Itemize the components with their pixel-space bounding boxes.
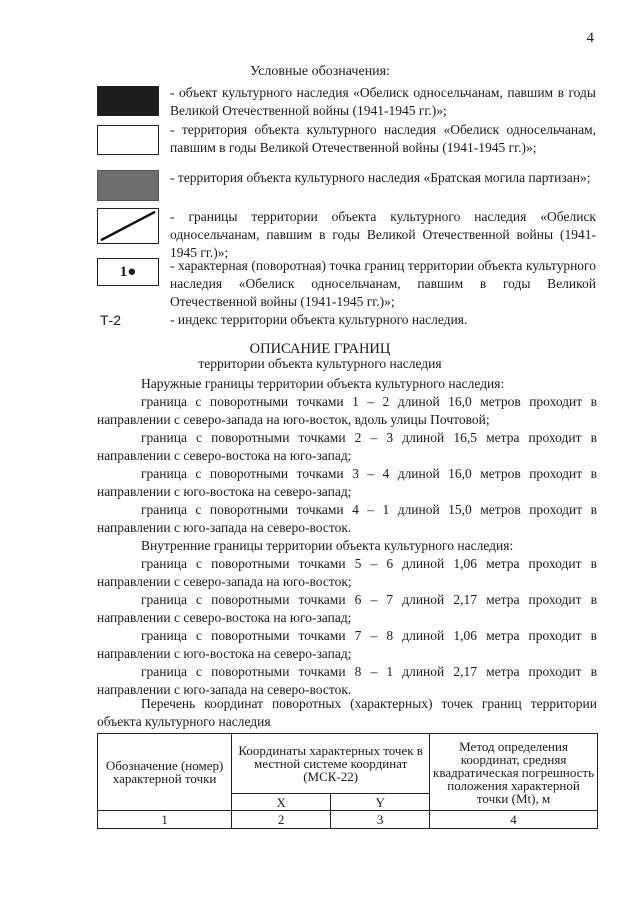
table-intro: Перечень координат поворотных (характерных) точек границ территории объекта культурного наследия [97, 696, 597, 729]
inner-boundary-8-1: граница с поворотными точками 8 – 1 длиной 2,17 метра проходит в направлении с юго-запада на северо-восток. [97, 664, 597, 697]
description-heading: ОПИСАНИЕ ГРАНИЦ [249, 341, 391, 357]
legend-title: Условные обозначения: [249, 64, 391, 79]
inner-boundaries-title: Внутренние границы территории объекта культурного наследия: [141, 538, 514, 553]
boundary-line-icon [98, 209, 158, 243]
description-subheading: территории объекта культурного наследия [198, 356, 442, 371]
legend-symbol-mass-grave-territory [97, 170, 159, 201]
outer-boundary-4-1: граница с поворотными точками 4 – 1 длиной 15,0 метров проходит в направлении с юго-запада на северо-восток. [97, 502, 597, 535]
boundary-description [97, 375, 597, 699]
header-point-number: Обозначение (номер) характерной точки [98, 734, 232, 811]
coordinates-table [97, 733, 598, 829]
outer-boundaries-title: Наружные границы территории объекта культурного наследия: [141, 376, 505, 391]
inner-boundary-7-8: граница с поворотными точками 7 – 8 длиной 1,06 метра проходит в направлении с юго-востока на северо-запад; [97, 628, 597, 661]
legend-symbol-boundary [97, 208, 159, 244]
legend-symbol-territory [97, 125, 159, 155]
header-x: X [232, 794, 331, 811]
legend-item-mass-grave: - территория объекта культурного наследия «Братская могила партизан»; [170, 170, 591, 185]
legend-symbol-monument [97, 86, 159, 116]
column-number-1: 1 [98, 811, 232, 829]
inner-boundary-5-6: граница с поворотными точками 5 – 6 длиной 1,06 метра проходит в направлении с северо-запада на юго-восток; [97, 556, 597, 589]
inner-boundary-6-7: граница с поворотными точками 6 – 7 длиной 2,17 метра проходит в направлении с северо-востока на юго-запад; [97, 592, 597, 625]
legend-item-monument: - объект культурного наследия «Обелиск односельчанам, павшим в годы Великой Отечественной войны (1941-1945 гг.)»; [170, 85, 596, 118]
outer-boundary-2-3: граница с поворотными точками 2 – 3 длиной 16,5 метра проходит в направлении с северо-востока на юго-запад; [97, 430, 597, 463]
column-number-3: 3 [331, 811, 430, 829]
header-coordinates: Координаты характерных точек в местной системе координат (МСК-22) [232, 734, 430, 794]
legend-item-territory: - территория объекта культурного наследия «Обелиск односельчанам, павшим в годы Великой Отечественной войны (1941-1945 гг.)»; [170, 122, 596, 155]
outer-boundary-1-2: граница с поворотными точками 1 – 2 длиной 16,0 метров проходит в направлении с северо-запада на юго-восток, вдоль улицы Почтовой; [97, 394, 597, 427]
column-number-2: 2 [232, 811, 331, 829]
legend-item-boundary: - границы территории объекта культурного наследия «Обелиск односельчанам, павшим в годы Великой Отечественной войны (1941-1945 гг.)»; [170, 209, 596, 260]
legend-symbol-turning-point: 1● [97, 258, 159, 286]
legend-item-index: - индекс территории объекта культурного наследия. [170, 312, 468, 327]
page-number: 4 [586, 30, 594, 46]
legend-item-turning-point: - характерная (поворотная) точка границ территории объекта культурного наследия «Обелиск односельчанам, павшим в годы Великой Отечественной войны (1941-1945 гг.)»; [170, 258, 596, 309]
column-number-4: 4 [430, 811, 598, 829]
legend-symbol-index: Т-2 [100, 312, 121, 328]
header-y: Y [331, 794, 430, 811]
header-method: Метод определения координат, средняя квадратическая погрешность положения характерной точки (Mt), м [430, 734, 598, 811]
outer-boundary-3-4: граница с поворотными точками 3 – 4 длиной 16,0 метров проходит в направлении с юго-востока на северо-запад; [97, 466, 597, 499]
